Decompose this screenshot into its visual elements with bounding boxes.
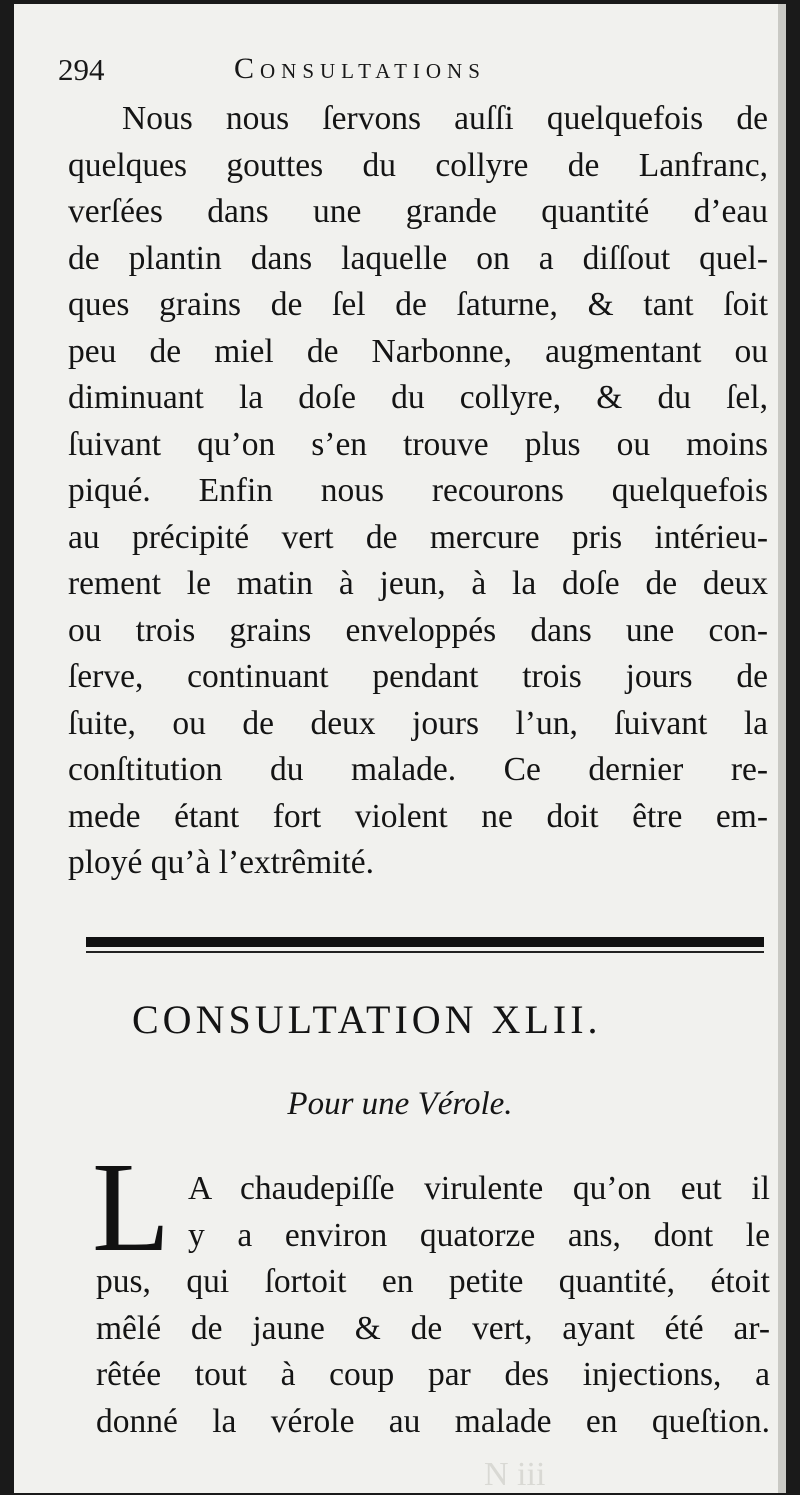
page-edge [778,4,786,1493]
paragraph-continued [68,96,768,887]
page-number: 294 [58,52,105,87]
text-line: verſées dans une grande quantité d’eau [68,193,768,230]
text-line: pus, qui ſortoit en petite quantité, étoit [96,1263,770,1300]
text-line: ou trois grains enveloppés dans une con- [68,611,768,649]
text-line: Nous nous ſervons auſſi quelquefois de [122,100,768,137]
show-through-text: N iii [484,1456,546,1493]
book-page [14,4,786,1493]
text-line: peu de miel de Narbonne, augmentant ou [68,332,768,370]
text-line: rement le matin à jeun, à la doſe de deux [68,565,768,602]
text-line: ſuivant qu’on s’en trouve plus ou moins [68,425,768,463]
consultation-paragraph [96,1166,770,1445]
section-rule-thick [86,937,764,947]
text-line: mede étant fort violent ne doit être em- [68,797,768,835]
text-line: conſtitution du malade. Ce dernier re- [68,751,768,788]
running-title: Consultations [234,52,486,85]
text-line: ployé qu’à l’extrêmité. [68,844,375,881]
text-line: A chaudepiſſe virulente qu’on eut il [188,1170,770,1207]
text-line: au précipité vert de mercure pris intérieu- [68,518,768,556]
section-rule-thin [86,951,764,953]
text-line: de plantin dans laquelle on a diſſout quel- [68,239,768,277]
text-line: y a environ quatorze ans, dont le [188,1216,770,1254]
text-line: piqué. Enfin nous recourons quelquefois [68,472,768,509]
consultation-subtitle: Pour une Vérole. [287,1086,513,1122]
text-line: ques grains de ſel de ſaturne, & tant ſoit [68,286,768,323]
text-line: rêtée tout à coup par des injections, a [96,1356,770,1393]
text-line: diminuant la doſe du collyre, & du ſel, [68,379,768,416]
text-line: donné la vérole au malade en queſtion. [96,1402,770,1440]
text-line: ſuite, ou de deux jours l’un, ſuivant la [68,704,768,742]
consultation-heading: CONSULTATION XLII. [132,997,602,1042]
text-line: mêlé de jaune & de vert, ayant été ar- [96,1309,770,1347]
drop-cap: L [92,1136,171,1278]
text-line: ſerve, continuant pendant trois jours de [68,658,768,695]
running-head [58,44,758,94]
text-line: quelques gouttes du collyre de Lanfranc, [68,146,768,184]
